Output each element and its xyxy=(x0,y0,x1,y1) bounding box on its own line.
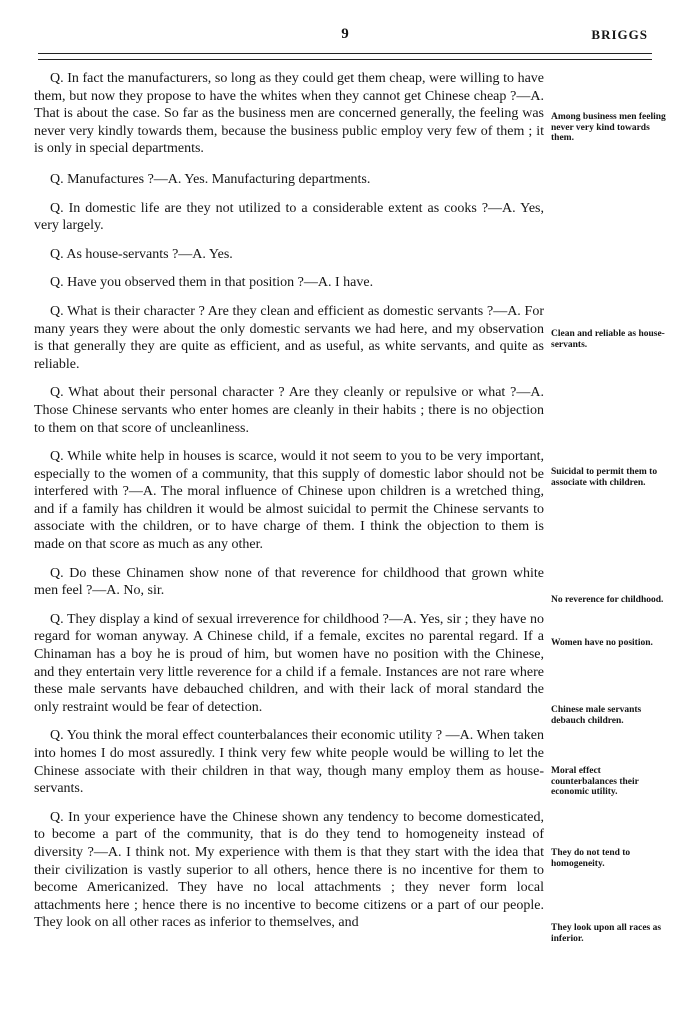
margin-note: No reverence for childhood. xyxy=(551,595,664,605)
body-text xyxy=(34,70,544,932)
paragraph-manufacturers: Q. In fact the manufacturers, so long as they could get them cheap, were willing to have them, but now they propose to have the whites when they cannot get Chinese cheap ?—A. That is about the case. So far as the business men are concerned generally, the feeling was never very kindly towards them, because the business public employ very few of them ; it is only in special departments. xyxy=(34,71,544,157)
margin-note: Women have no position. xyxy=(551,638,653,648)
paragraph-house-servants: Q. As house-servants ?—A. Yes. xyxy=(50,246,233,262)
margin-note: Suicidal to permit them to associate with children. xyxy=(551,467,658,488)
paragraph-homogeneity: Q. In your experience have the Chinese shown any tendency to become domesticated, to become a part of the community, that is do they tend to homogeneity instead of diversity ?—A. I think not. My experience with them is that they start with the idea that their civilization is vastly superior to all others, hence there is no incentive for them to become Americanized. They have no local attachments ; they never form local attachments here ; hence there is no incentive to become citizens or a part of our people. They look on all other races as inferior to themselves, and xyxy=(34,809,544,931)
running-head: BRIGGS xyxy=(591,27,648,42)
margin-notes xyxy=(551,0,669,1024)
page-number: 9 xyxy=(341,26,349,42)
paragraph-irreverence: Q. They display a kind of sexual irreverence for childhood ?—A. Yes, sir ; they have no regard for woman anyway. A Chinese child, if a female, excites no parental regard. If a Chinaman has a boy he is proud of him, but women have no position with the Chinese, and they entertain very little reverence for a child if a female. Instances are not rare where these male servants have debauched children, and with their lack of moral standard the only restraint would be fear of detection. xyxy=(34,611,544,715)
paragraph-personal-character: Q. What about their personal character ? Are they cleanly or repulsive or what ?—A. Those Chinese servants who enter homes are cleanly in their habits ; there is no objection to them on that score of uncleanliness. xyxy=(34,385,544,436)
paragraph-reverence: Q. Do these Chinamen show none of that reverence for childhood that grown white men feel ?—A. No, sir. xyxy=(34,565,544,599)
margin-note: They do not tend to homogeneity. xyxy=(551,848,631,869)
paragraph-observed: Q. Have you observed them in that position ?—A. I have. xyxy=(50,275,374,291)
paragraph-domestic-cooks: Q. In domestic life are they not utilized to a considerable extent as cooks ?—A. Yes, very largely. xyxy=(34,200,544,234)
margin-note: They look upon all races as inferior. xyxy=(551,923,662,944)
paragraph-manufactures: Q. Manufactures ?—A. Yes. Manufacturing departments. xyxy=(50,171,371,187)
paragraph-white-help: Q. While white help in houses is scarce, would it not seem to you to be very important, especially to the women of a community, that this supply of domestic labor should not be interfered with ?—A. The moral influence of Chinese upon children is a wretched thing, and if a family has children it would be almost suicidal to permit the Chinese servants to associate with the children, or to have charge of them. I think the objection to them is made on that score as much as any other. xyxy=(34,449,544,553)
paragraph-character: Q. What is their character ? Are they clean and efficient as domestic servants ?—A. For many years they were about the only domestic servants we had here, and my observation is that generally they are quite as efficient, and as useful, as white servants, and quite as reliable. xyxy=(34,303,544,372)
paragraph-moral-effect: Q. You think the moral effect counterbalances their economic utility ? —A. When taken into homes I do most assuredly. I think very few white people would be willing to let the Chinese associate with their children in that way, though many employ them as house-servants. xyxy=(34,728,544,797)
margin-note: Among business men feeling never very kind towards them. xyxy=(551,112,666,143)
margin-note: Chinese male servants debauch children. xyxy=(551,705,642,726)
margin-note: Moral effect counterbalances their economic utility. xyxy=(551,766,639,797)
margin-note: Clean and reliable as house-servants. xyxy=(551,329,665,350)
